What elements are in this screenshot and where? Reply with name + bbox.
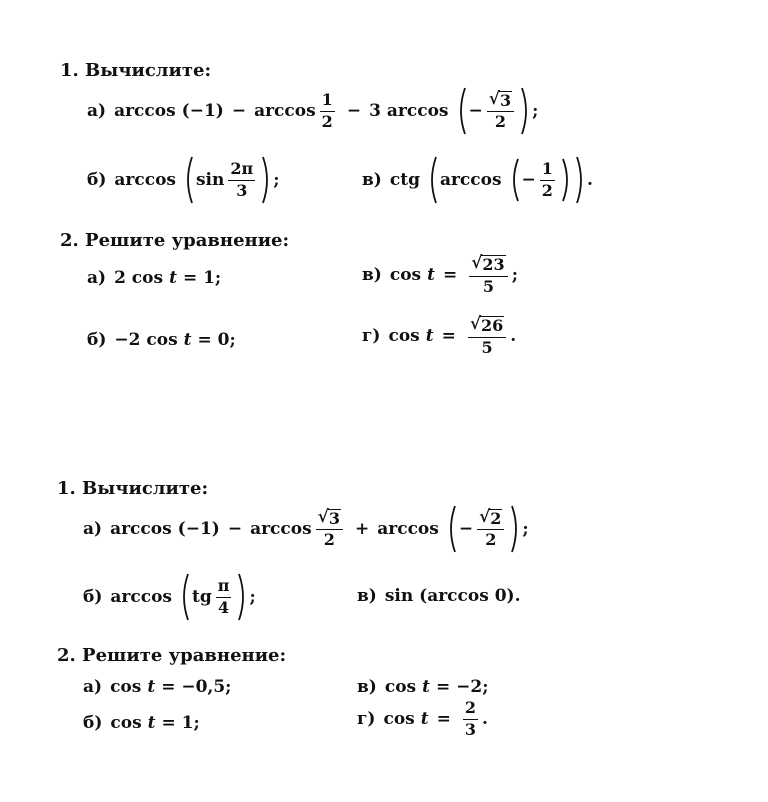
left-paren-icon xyxy=(426,155,438,205)
operator: = xyxy=(436,709,451,730)
big-parentheses xyxy=(445,504,523,554)
right-paren-icon xyxy=(575,155,587,205)
rhs: = 1; xyxy=(182,268,222,288)
left-paren-icon xyxy=(182,155,194,205)
operator: − xyxy=(231,101,247,121)
fn-ctg: ctg xyxy=(389,170,420,190)
item-label: в) xyxy=(362,265,382,286)
big-parentheses-outer xyxy=(426,155,587,205)
v2-task2-g xyxy=(357,700,488,739)
expression: cos xyxy=(383,709,415,730)
fraction xyxy=(477,506,504,550)
v1-task1-heading: 1. Вычислите: xyxy=(60,60,212,81)
terminator: ; xyxy=(273,170,280,190)
v1-task1-v xyxy=(362,155,593,205)
expression: cos xyxy=(110,677,142,697)
fraction xyxy=(540,158,555,200)
radicand: 23 xyxy=(482,255,505,274)
item-label: б) xyxy=(83,713,103,733)
variable: t xyxy=(420,709,429,730)
fraction xyxy=(316,506,343,550)
fraction xyxy=(463,700,478,739)
v1-task2-a xyxy=(87,268,221,288)
rhs: = 1; xyxy=(161,713,200,733)
v1-task2-v xyxy=(362,255,518,295)
v1-task2-heading: 2. Решите уравнение: xyxy=(60,230,290,251)
variable: t xyxy=(147,713,156,733)
expression: −2 cos xyxy=(114,330,178,350)
v1-task2-g xyxy=(362,316,516,356)
left-paren-icon xyxy=(508,155,520,205)
item-label: г) xyxy=(357,709,376,730)
radicand: 26 xyxy=(481,316,504,335)
minus-sign: − xyxy=(458,518,474,539)
item-label: г) xyxy=(362,326,381,347)
fn-arccos: arccos xyxy=(114,170,176,190)
square-root: √ 26 xyxy=(469,314,504,335)
numerator: 2π xyxy=(228,161,255,181)
big-parentheses xyxy=(178,572,249,622)
terminator: . xyxy=(586,170,593,190)
arg: (−1) xyxy=(177,519,220,539)
rhs: = −2; xyxy=(435,677,489,697)
right-paren-icon xyxy=(520,86,532,136)
v2-task1-v xyxy=(357,586,521,606)
numerator: 1 xyxy=(320,92,335,112)
terminator: ; xyxy=(511,265,518,286)
v2-task2-v xyxy=(357,677,489,697)
variable: t xyxy=(427,265,435,286)
fn-arccos: arccos xyxy=(110,519,172,539)
fn-arccos: arccos xyxy=(110,587,172,607)
v2-task2-b xyxy=(83,713,200,733)
denominator: 5 xyxy=(482,276,495,296)
fraction xyxy=(468,316,506,356)
expression: sin (arccos 0). xyxy=(384,586,521,606)
fn-arccos: arccos xyxy=(250,519,312,539)
v2-task2-a xyxy=(83,677,231,697)
terminator: ; xyxy=(522,519,529,539)
variable: t xyxy=(422,677,430,697)
expression: cos xyxy=(384,677,417,697)
variable: t xyxy=(147,677,156,697)
item-label: б) xyxy=(87,330,107,350)
rhs: = 0; xyxy=(197,330,236,350)
item-label: в) xyxy=(357,677,377,697)
item-label: в) xyxy=(362,170,382,190)
big-parentheses-inner xyxy=(508,155,573,205)
fraction xyxy=(487,88,514,132)
fn-arccos: arccos xyxy=(386,101,449,121)
square-root: √ 3 xyxy=(317,506,340,528)
fn-tg: tg xyxy=(191,587,212,607)
right-paren-icon xyxy=(261,155,273,205)
right-paren-icon xyxy=(237,572,249,622)
denominator: 2 xyxy=(323,530,335,550)
big-parentheses xyxy=(182,155,273,205)
expression: 2 cos xyxy=(114,268,164,288)
v2-task1-a xyxy=(83,504,529,554)
operator: − xyxy=(227,519,243,539)
item-label: а) xyxy=(83,519,103,539)
coefficient: 3 xyxy=(369,101,381,121)
v1-task1-b xyxy=(87,155,280,205)
v2-task1-heading: 1. Вычислите: xyxy=(57,478,209,499)
expression: cos xyxy=(388,326,420,347)
radicand: 3 xyxy=(499,90,512,110)
terminator: ; xyxy=(532,101,539,121)
radicand: 2 xyxy=(490,508,502,528)
square-root: √ 23 xyxy=(471,253,505,274)
operator: = xyxy=(442,265,458,286)
denominator: 3 xyxy=(236,180,248,200)
fn-sin: sin xyxy=(195,170,225,190)
v1-task2-b xyxy=(87,330,236,350)
item-label: а) xyxy=(87,101,107,121)
denominator: 2 xyxy=(541,180,553,200)
variable: t xyxy=(169,268,177,288)
big-parentheses xyxy=(455,86,533,136)
numerator: 2 xyxy=(463,700,478,720)
radicand: 3 xyxy=(328,508,340,528)
operator: = xyxy=(441,326,456,347)
v1-task1-a xyxy=(87,86,538,136)
variable: t xyxy=(183,330,192,350)
minus-sign: − xyxy=(521,170,536,190)
expression: cos xyxy=(389,265,422,286)
terminator: ; xyxy=(249,587,256,607)
square-root: √ 3 xyxy=(488,88,512,110)
v2-task2-heading: 2. Решите уравнение: xyxy=(57,645,287,666)
rhs: = −0,5; xyxy=(161,677,232,697)
fraction xyxy=(469,255,507,295)
v2-task1-b xyxy=(83,572,256,622)
left-paren-icon xyxy=(455,86,467,136)
arg: (−1) xyxy=(181,101,224,121)
item-label: в) xyxy=(357,586,377,606)
square-root: √ 2 xyxy=(479,506,502,528)
fraction xyxy=(228,158,255,200)
right-paren-icon xyxy=(510,504,522,554)
denominator: 2 xyxy=(321,111,333,131)
variable: t xyxy=(425,326,434,347)
fn-arccos: arccos xyxy=(439,170,502,190)
expression: cos xyxy=(110,713,142,733)
item-label: б) xyxy=(87,170,107,190)
terminator: . xyxy=(481,709,488,730)
item-label: а) xyxy=(87,268,107,288)
right-paren-icon xyxy=(561,155,573,205)
left-paren-icon xyxy=(445,504,457,554)
left-paren-icon xyxy=(178,572,190,622)
numerator: 1 xyxy=(540,161,555,181)
operator: + xyxy=(355,519,370,539)
operator: − xyxy=(346,101,362,121)
fn-arccos: arccos xyxy=(114,101,176,121)
numerator: π xyxy=(216,578,232,598)
item-label: а) xyxy=(83,677,103,697)
denominator: 2 xyxy=(494,112,506,132)
denominator: 5 xyxy=(481,337,493,357)
item-label: б) xyxy=(83,587,103,607)
fn-arccos: arccos xyxy=(377,519,439,539)
denominator: 2 xyxy=(485,530,497,550)
fraction xyxy=(216,575,232,617)
fn-arccos: arccos xyxy=(254,101,316,121)
denominator: 4 xyxy=(218,597,230,617)
minus-sign: − xyxy=(468,100,483,121)
terminator: . xyxy=(510,326,517,347)
denominator: 3 xyxy=(464,719,476,739)
fraction xyxy=(320,89,335,131)
